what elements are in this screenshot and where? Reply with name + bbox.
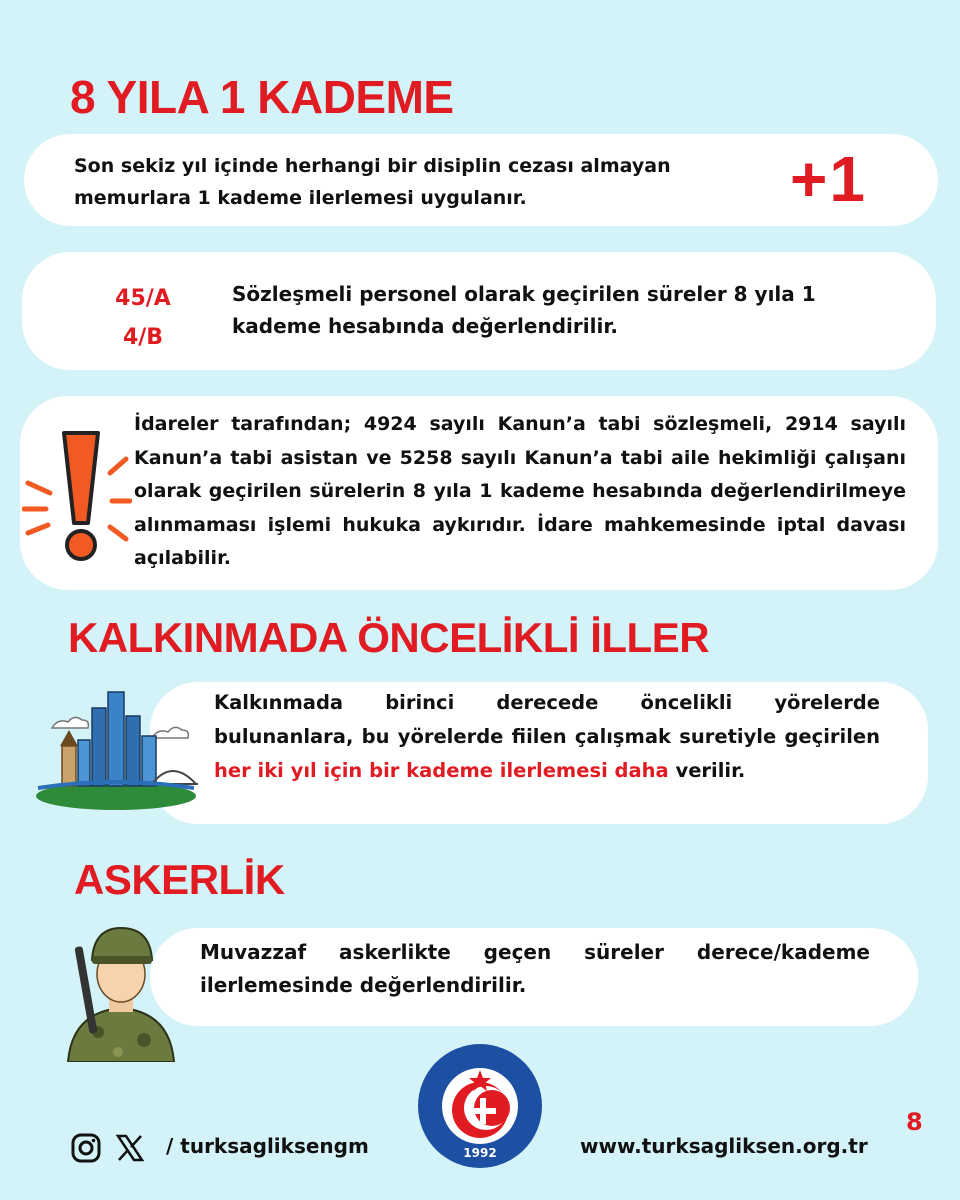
city-skyline-icon: [32, 680, 200, 812]
page-number: 8: [906, 1108, 923, 1136]
info-card-kalkinmada-text: [214, 686, 880, 788]
section-title-8-yila-1-kademe: 8 YILA 1 KADEME: [70, 71, 454, 123]
social-handle[interactable]: / turksagliksengm: [166, 1134, 369, 1158]
info-card-sozlesmeli-text: Sözleşmeli personel olarak geçirilen süreler 8 yıla 1 kademe hesabında değerlendirilir.: [232, 282, 816, 338]
instagram-icon[interactable]: [70, 1132, 102, 1164]
code-label-45a: 45/A: [115, 286, 171, 311]
section-title-kalkinmada-oncelikli: KALKINMADA ÖNCELİKLİ İLLER: [68, 614, 710, 661]
kalkinmada-text-part2: verilir.: [668, 759, 746, 782]
website-link[interactable]: www.turksagliksen.org.tr: [580, 1134, 868, 1158]
info-card-hukuka-aykiri-text: İdareler tarafından; 4924 sayılı Kanun’a tabi sözleşmeli, 2914 sayılı Kanun’a tabi asistan ve 5258 sayılı Kanun’a tabi aile hekimliği çalışanı olarak geçirilen sürelerin 8 yıla 1 kademe hesabında değerlendirilmeye alınmaması işlemi hukuka aykırıdır. İdare mahkemesinde iptal davası açılabilir.: [134, 413, 906, 569]
section-title-askerlik: ASKERLİK: [74, 856, 285, 903]
turk-saglik-sen-logo: [416, 1042, 544, 1170]
kalkinmada-text-part1: Kalkınmada birinci derecede öncelikli yörelerde bulunanlara, bu yörelerde fiilen çalışmak suretiyle geçirilen: [214, 691, 880, 748]
info-card-askerlik-text: Muvazzaf askerlikte geçen süreler derece/kademe ilerlemesinde değerlendirilir.: [200, 940, 870, 997]
info-card-disiplin-text: Son sekiz yıl içinde herhangi bir disiplin cezası almayan memurlara 1 kademe ilerlemesi uygulanır.: [74, 155, 671, 209]
logo-year: 1992: [463, 1146, 497, 1160]
code-label-4b: 4/B: [122, 325, 164, 350]
soldier-icon: [58, 916, 184, 1062]
kalkinmada-text-highlight: her iki yıl için bir kademe ilerlemesi daha: [214, 759, 669, 782]
exclamation-icon: [22, 425, 132, 565]
x-icon[interactable]: [114, 1132, 146, 1164]
plus-one-badge: +1: [790, 143, 867, 215]
